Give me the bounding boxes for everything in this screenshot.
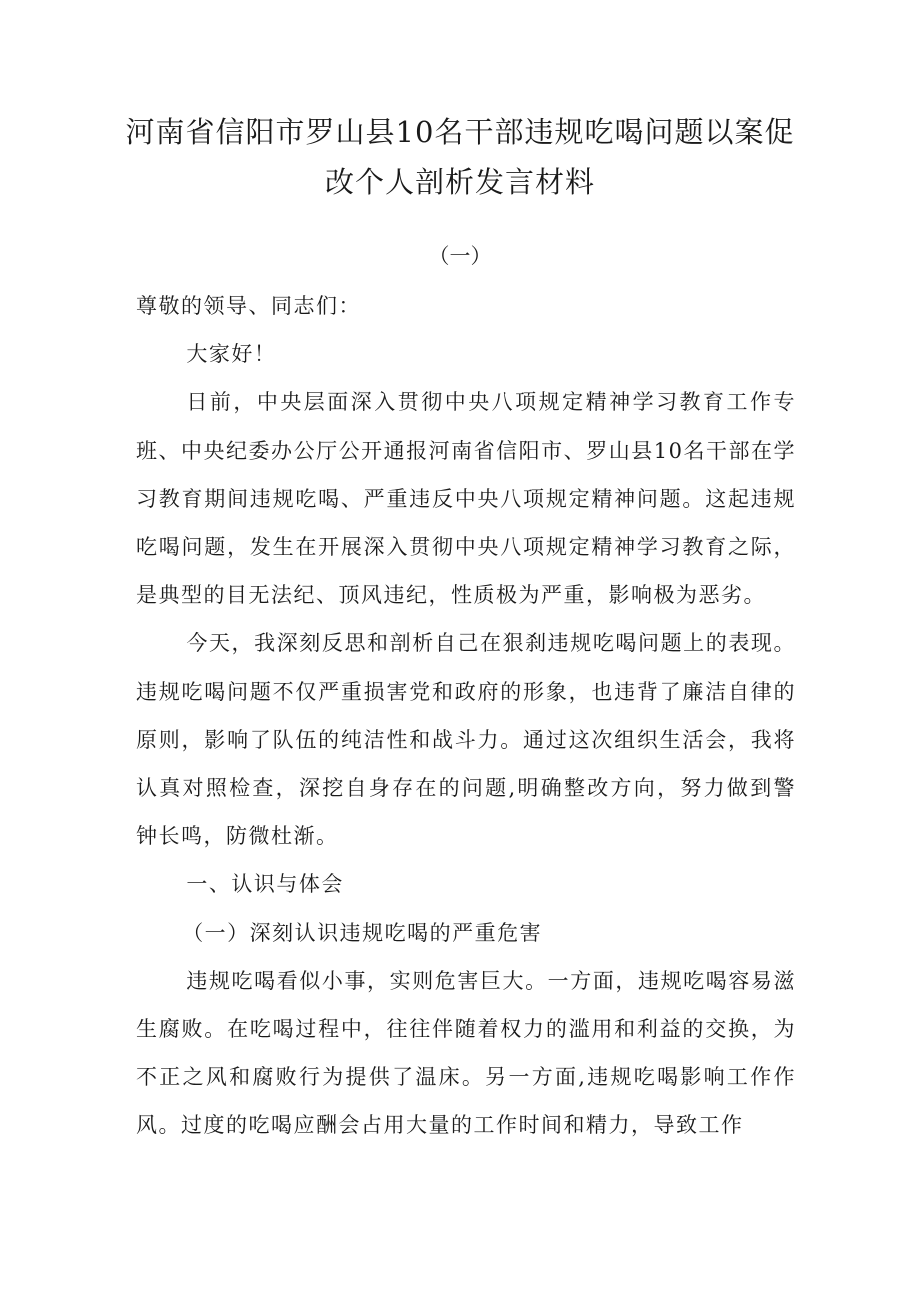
document-body [136, 282, 796, 1150]
greeting: 大家好！ [186, 342, 277, 367]
heading-1: 一、认识与体会 [186, 872, 344, 897]
section-number: （一） [428, 244, 492, 268]
salutation: 尊敬的领导、同志们： [136, 294, 361, 318]
subheading-1: （一）深刻认识违规吃喝的严重危害 [182, 920, 543, 945]
document-title-line-1: 河南省信阳市罗山县10名干部违规吃喝问题以案促 [125, 115, 795, 149]
paragraph-3: 违规吃喝看似小事，实则危害巨大。一方面，违规吃喝容易滋生腐败。在吃喝过程中，往往伴随着权力的滥用和利益的交换，为不正之风和腐败行为提供了温床。另一方面,违规吃喝影响工作作风。过度的吃喝应酬会占用大量的工作时间和精力，导致工作 [136, 968, 796, 1138]
document-title-line-2: 改个人剖析发言材料 [324, 165, 595, 199]
paragraph-2: 今天，我深刻反思和剖析自己在狠刹违规吃喝问题上的表现。违规吃喝问题不仅严重损害党和政府的形象，也违背了廉洁自律的原则，影响了队伍的纯洁性和战斗力。通过这次组织生活会，我将认真对照检查，深挖自身存在的问题,明确整改方向，努力做到警钟长鸣，防微杜渐。 [136, 631, 796, 849]
paragraph-1: 日前，中央层面深入贯彻中央八项规定精神学习教育工作专班、中央纪委办公厅公开通报河南省信阳市、罗山县10名干部在学习教育期间违规吃喝、严重违反中央八项规定精神问题。这起违规吃喝问题，发生在开展深入贯彻中央八项规定精神学习教育之际，是典型的目无法纪、顶风违纪，性质极为严重，影响极为恶劣。 [136, 390, 796, 608]
